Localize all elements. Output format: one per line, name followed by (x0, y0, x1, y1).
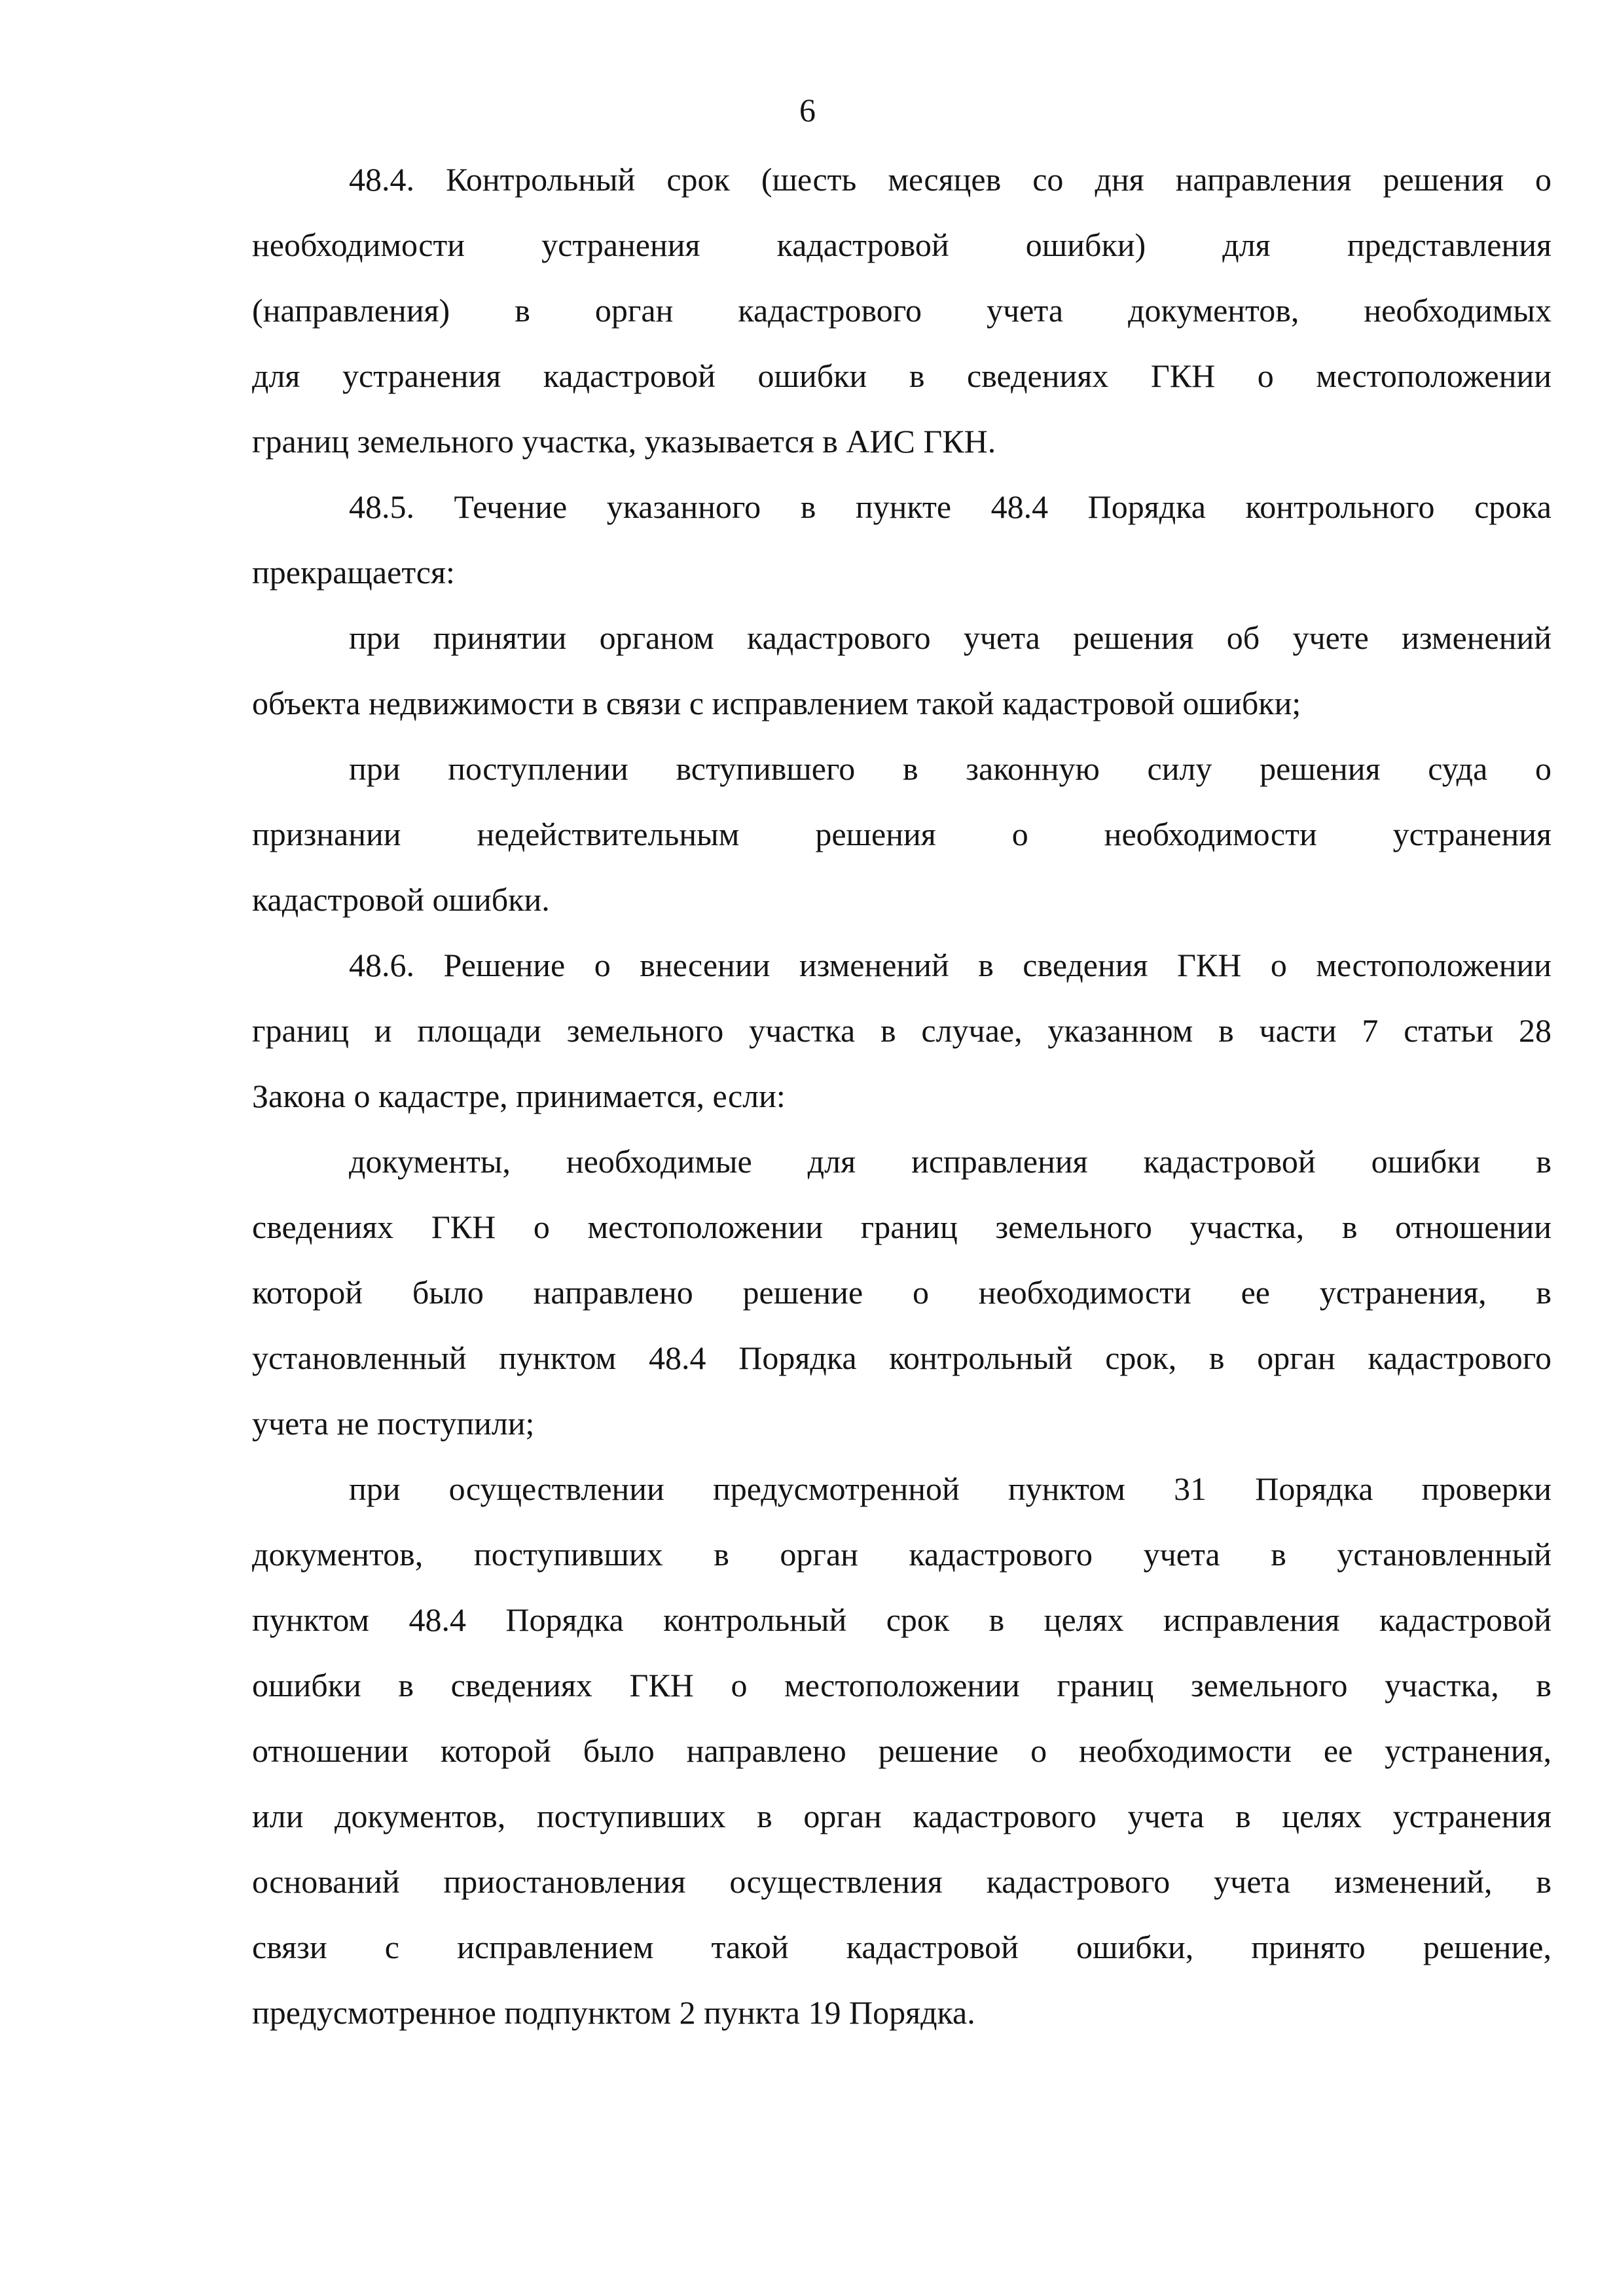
text-line: 48.6. Решение о внесении изменений в сведения ГКН о местоположении (349, 947, 1551, 983)
text-line: 48.4. Контрольный срок (шесть месяцев со дня направления решения о (349, 161, 1551, 198)
paragraph-48-4 (252, 147, 1551, 474)
paragraph-48-6-item-2 (252, 1456, 1551, 2045)
text-line: или документов, поступивших в орган кадастрового учета в целях устранения (252, 1798, 1551, 1834)
text-line: для устранения кадастровой ошибки в сведениях ГКН о местоположении (252, 357, 1551, 394)
text-line: при принятии органом кадастрового учета решения об учете изменений (349, 619, 1551, 656)
text-line: предусмотренное подпунктом 2 пункта 19 Порядка. (252, 1994, 975, 2031)
text-line: кадастровой ошибки. (252, 881, 550, 918)
page-number: 6 (799, 92, 816, 128)
document-body (252, 147, 1551, 2045)
text-line: оснований приостановления осуществления кадастрового учета изменений, в (252, 1863, 1551, 1900)
paragraph-48-5-item-2 (252, 736, 1551, 932)
text-line: границ и площади земельного участка в случае, указанном в части 7 статьи 28 (252, 1012, 1551, 1049)
text-line: сведениях ГКН о местоположении границ земельного участка, в отношении (252, 1209, 1551, 1245)
text-line: 48.5. Течение указанного в пункте 48.4 Порядка контрольного срока (349, 488, 1551, 525)
text-line: ошибки в сведениях ГКН о местоположении границ земельного участка, в (252, 1667, 1551, 1704)
paragraph-48-5-item-1 (252, 605, 1551, 736)
text-line: пунктом 48.4 Порядка контрольный срок в целях исправления кадастровой (252, 1601, 1551, 1638)
text-line: которой было направлено решение о необходимости ее устранения, в (252, 1274, 1551, 1311)
text-line: учета не поступили; (252, 1405, 535, 1442)
text-line: объекта недвижимости в связи с исправлением такой кадастровой ошибки; (252, 685, 1301, 721)
text-line: при осуществлении предусмотренной пунктом 31 Порядка проверки (349, 1470, 1551, 1507)
paragraph-48-5 (252, 474, 1551, 605)
paragraph-48-6 (252, 932, 1551, 1129)
text-line: связи с исправлением такой кадастровой ошибки, принято решение, (252, 1929, 1551, 1965)
text-line: необходимости устранения кадастровой ошибки) для представления (252, 227, 1551, 263)
text-line: границ земельного участка, указывается в АИС ГКН. (252, 423, 996, 460)
text-line: при поступлении вступившего в законную силу решения суда о (349, 750, 1551, 787)
paragraph-48-6-item-1 (252, 1129, 1551, 1456)
text-line: Закона о кадастре, принимается, если: (252, 1078, 786, 1114)
text-line: признании недействительным решения о необходимости устранения (252, 816, 1551, 852)
text-line: документы, необходимые для исправления кадастровой ошибки в (349, 1143, 1551, 1180)
text-line: (направления) в орган кадастрового учета документов, необходимых (252, 292, 1551, 329)
text-line: документов, поступивших в орган кадастрового учета в установленный (252, 1536, 1551, 1573)
text-line: установленный пунктом 48.4 Порядка контрольный срок, в орган кадастрового (252, 1339, 1551, 1376)
text-line: отношении которой было направлено решение о необходимости ее устранения, (252, 1732, 1551, 1769)
text-line: прекращается: (252, 554, 455, 591)
